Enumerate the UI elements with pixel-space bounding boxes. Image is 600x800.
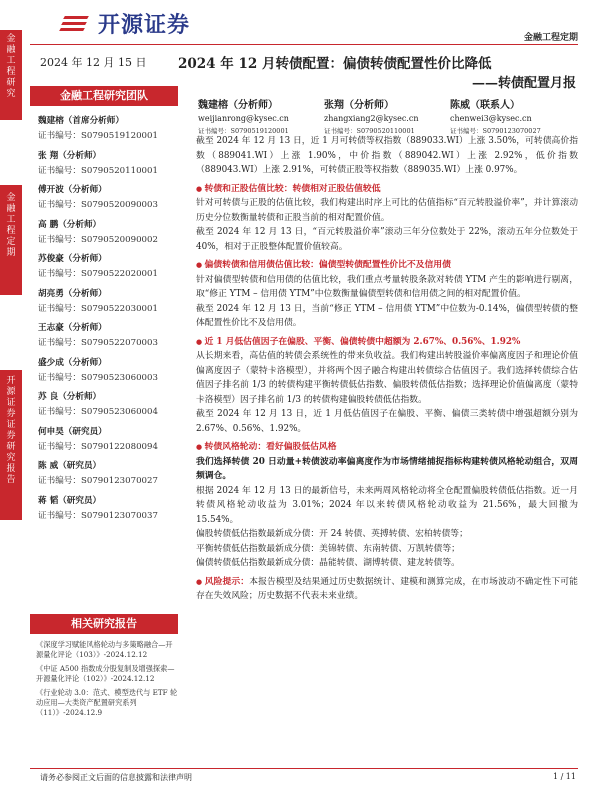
team-member: 陈 威（研究员） 证书编号：S0790123070027 — [38, 461, 158, 486]
brand-logo — [60, 8, 190, 39]
team-header: 金融工程研究团队 — [30, 86, 178, 106]
author: 陈威（联系人） chenwei3@kysec.cn 证书编号：S0790123070027 — [450, 96, 576, 135]
team-member: 傅开波（分析师） 证书编号：S0790520090003 — [38, 185, 158, 210]
body-paragraph: 偏股转债低估指数最新成分债：开 24 转债、英搏转债、宏柏转债等； — [196, 529, 468, 539]
sidebar-strip-mid: 金融工程定期 — [0, 185, 22, 295]
team-member: 高 鹏（分析师） 证书编号：S0790520090002 — [38, 219, 158, 245]
team-member: 何申昊（研究员） 证书编号：S0790122080094 — [38, 426, 158, 452]
team-member: 胡亮勇（分析师） 证书编号：S0790522030001 — [38, 288, 158, 314]
team-member: 蒋 韬（研究员） 证书编号：S0790123070037 — [38, 495, 158, 521]
author-email[interactable]: weijianrong@kysec.cn — [198, 114, 289, 123]
risk-text: 本报告模型及结果通过历史数据统计、建模和测算完成，在市场波动不确定性下可能存在失效风险；历史数据不代表未来业绩。 — [196, 576, 578, 601]
body-paragraph: 从长期来看，高估值的转债会系统性的带来负收益。我们构建出转股溢价率偏离度因子和理论价值偏离度因子（蒙特卡洛模型），并将两个因子融合构建出转债综合估值因子。我们选择转债综合估值因子排名前 1/3 的转债构建平衡转债低估指数、偏股转债低估指数；选择理论价值偏离度（蒙特卡洛模型）因子排名前 1/3 的转债构建偏股转债低估指数。 — [196, 351, 578, 405]
body-paragraph: 平衡转债低估指数最新成分债：美锦转债、东南转债、万凯转债等； — [196, 543, 460, 554]
sidebar-strip-top: 金融工程研究 — [0, 30, 22, 120]
report-subtitle: ——转债配置月报 — [471, 76, 576, 91]
author-email[interactable]: chenwei3@kysec.cn — [450, 114, 532, 123]
team-member: 苏俊豪（分析师） 证书编号：S0790522020001 — [38, 254, 158, 279]
author: 张翔（分析师） zhangxiang2@kysec.cn 证书编号：S0790520110001 — [324, 96, 450, 135]
team-member: 张 翔（分析师） 证书编号：S0790520110001 — [38, 150, 158, 176]
section-heading: ● 偏债转债和信用债估值比较：偏债型转债配置性价比不及信用债 — [196, 258, 578, 273]
team-list — [38, 114, 178, 528]
author-email[interactable]: zhangxiang2@kysec.cn — [324, 114, 419, 123]
related-item[interactable]: 《深度学习赋能风格轮动与多策略融合—开源量化评论（103）》-2024.12.12 — [36, 640, 173, 659]
team-member: 苏 良（分析师） 证书编号：S0790523060004 — [38, 392, 158, 417]
footer-disclaimer: 请务必参阅正文后面的信息披露和法律声明 — [40, 773, 192, 782]
report-title: 2024 年 12 月转债配置：偏债转债配置性价比降低 — [178, 56, 492, 72]
section-heading: ● 近 1 月低估值因子在偏股、平衡、偏债转债中超额为 2.67%、0.56%、1.92% — [196, 335, 578, 350]
risk-notice — [196, 575, 578, 604]
logo-text: 开源证券 — [98, 13, 191, 38]
body-paragraph: 根据 2024 年 12 月 13 日的最新信号，未来两周风格轮动将全仓配置偏股转债低估指数。近一月转债风格轮动收益为 3.01%；2024 年以来转债风格轮动收益为 21.56%，最大回撤为 15.54%。 — [196, 485, 578, 525]
report-series: 金融工程定期 — [523, 33, 578, 43]
sidebar-strip-bottom: 开源证券 证券研究报告 — [0, 370, 22, 520]
body-paragraph: 针对可转债与正股的估值比较，我们构建出时序上可比的估值指标“百元转股溢价率”，并计算滚动历史分位数衡量转债和正股当前的相对配置价值。 — [196, 198, 578, 223]
related-item[interactable]: 《行业轮动 3.0：范式、模型迭代与 ETF 轮动应用—大类资产配置研究系列（11）》-2024.12.9 — [36, 688, 178, 717]
logo-mark-icon — [60, 12, 92, 36]
body-paragraph: 我们选择转债 20 日动量+转债波动率偏离度作为市场情绪捕捉指标构建转债风格轮动组合，双周频调仓。 — [196, 456, 578, 481]
team-member: 魏建榕（首席分析师） 证书编号：S0790519120001 — [38, 116, 158, 141]
body-paragraph: 截至 2024 年 12 月 13 日，当前“修正 YTM – 信用债 YTM”中位数为-0.14%，偏债型转债的整体配置性价比不及信用债。 — [196, 303, 578, 328]
body-paragraph: 截至 2024 年 12 月 13 日，“百元转股溢价率”滚动三年分位数处于 22%，滚动五年分位数处于 40%，相对于正股整体配置价值较高。 — [196, 227, 578, 252]
related-header: 相关研究报告 — [30, 614, 178, 634]
body-paragraph: 截至 2024 年 12 月 13 日，近 1 月可转债等权指数（889033.WI）上涨 3.50%，可转债高价指数（889041.WI）上涨 1.90%，中价指数（889042.WI）上涨 2.92%，低价指数（889043.WI）上涨 2.91%，可转债正股等权指数（889035.WI）上涨 0.97%。 — [196, 136, 578, 175]
body-paragraph: 针对偏债型转债和信用债的估值比较，我们重点考量转股条款对转债 YTM 产生的影响进行剔离，取“修正 YTM – 信用债 YTM”中位数衡量偏债型转债和信用债之间的相对配置价值。 — [196, 274, 578, 299]
body-paragraph: 偏债转债低估指数最新成分债：晶能转债、湖博转债、建龙转债等。 — [196, 558, 460, 568]
footer-divider — [30, 768, 578, 769]
author: 魏建榕（分析师） weijianrong@kysec.cn 证书编号：S0790519120001 — [198, 96, 324, 135]
team-member: 王志豪（分析师） 证书编号：S0790522070003 — [38, 323, 158, 348]
author-block — [198, 96, 576, 135]
team-member: 盛少成（分析师） 证书编号：S0790523060003 — [38, 357, 158, 383]
section-heading: ● 转债风格轮动：看好偏股低估风格 — [196, 440, 578, 455]
risk-label: ● 风险提示： — [196, 577, 249, 587]
section-heading: ● 转债和正股估值比较：转债相对正股估值较低 — [196, 182, 578, 197]
page-number: 1 / 11 — [552, 772, 576, 781]
report-date: 2024 年 12 月 15 日 — [40, 56, 147, 69]
header-divider — [30, 44, 578, 45]
body-paragraph: 截至 2024 年 12 月 13 日，近 1 月低估值因子在偏股、平衡、偏债三类转债中增强超额分别为 2.67%、0.56%、1.92%。 — [196, 409, 578, 434]
related-list — [36, 640, 178, 722]
related-item[interactable]: 《中证 A500 指数成分股复制及增强探索—开源量化评论（102）》-2024.12.12 — [36, 664, 175, 683]
report-body — [196, 134, 578, 604]
